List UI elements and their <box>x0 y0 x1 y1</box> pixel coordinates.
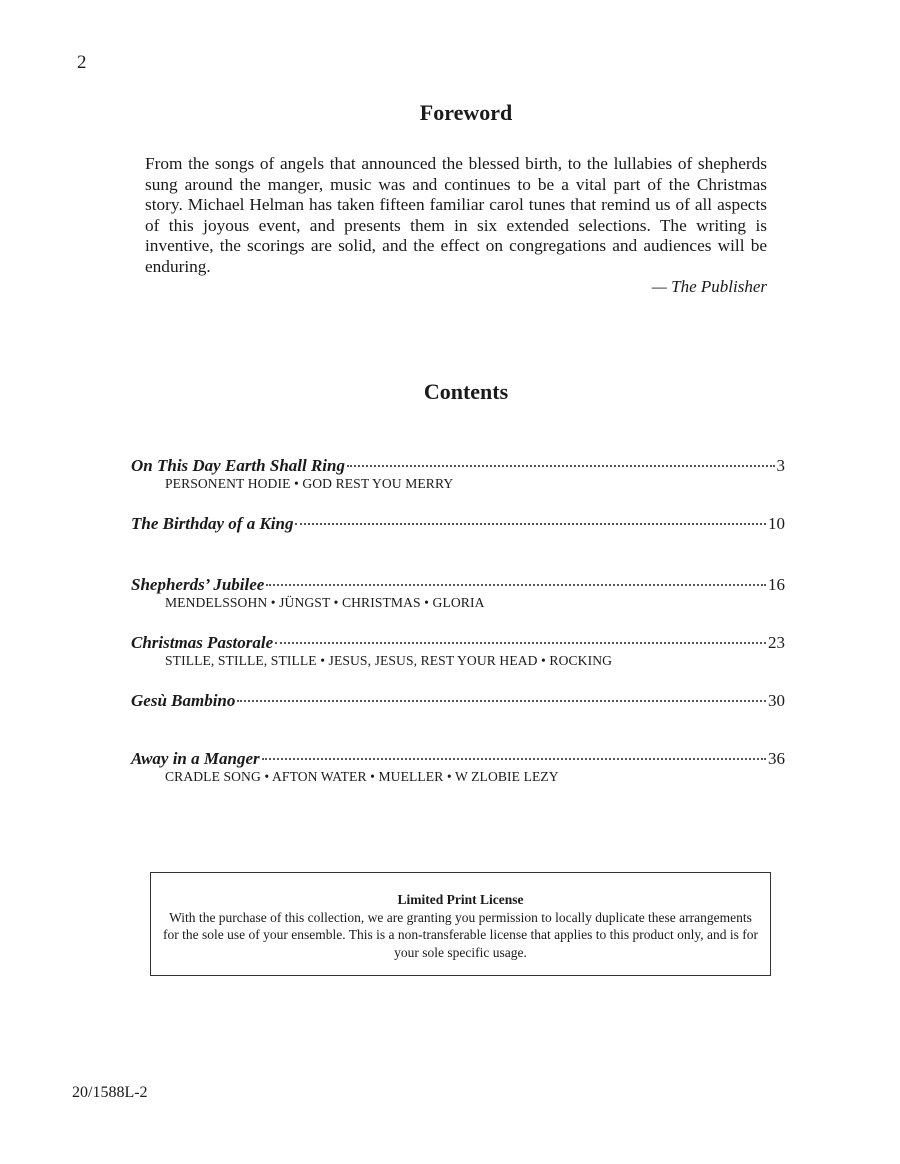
toc-entry-subtitle: CRADLE SONG • AFTON WATER • MUELLER • W ZLOBIE LEZY <box>165 769 559 784</box>
toc-entry-title: The Birthday of a King <box>131 514 294 533</box>
toc-entry-title: Away in a Manger <box>131 749 260 768</box>
toc-entry-subtitle: PERSONENT HODIE • GOD REST YOU MERRY <box>165 476 454 491</box>
toc-entry-page: 16 <box>768 575 785 594</box>
toc-entry-title: Gesù Bambino <box>131 691 236 710</box>
page-number: 2 <box>77 52 87 73</box>
toc-leader <box>237 700 766 702</box>
toc-leader <box>347 465 775 467</box>
license-text: With the purchase of this collection, we are granting you permission to locally duplicate these arrangements for the sole use of your ensemble. This is a non-transferable license that applies to this product only, and is for your sole specific usage. <box>163 909 758 960</box>
toc-entry-subtitle: STILLE, STILLE, STILLE • JESUS, JESUS, REST YOUR HEAD • ROCKING <box>165 653 613 668</box>
foreword-attribution: — The Publisher <box>651 277 767 296</box>
toc-entry-page: 36 <box>768 749 785 768</box>
toc-entry <box>131 749 785 785</box>
toc-entry-page: 3 <box>776 456 785 475</box>
toc-entry <box>131 575 785 611</box>
toc-entry-page: 30 <box>768 691 785 710</box>
toc-entry-title: Christmas Pastorale <box>131 633 274 652</box>
toc-leader <box>275 642 766 644</box>
toc-entry-subtitle: MENDELSSOHN • JÜNGST • CHRISTMAS • GLORIA <box>165 595 485 610</box>
toc-entry-title: Shepherds’ Jubilee <box>131 575 265 594</box>
license-box <box>150 872 771 976</box>
toc-entry <box>131 456 785 492</box>
contents-title: Contents <box>423 379 509 404</box>
toc-leader <box>295 523 766 525</box>
toc-leader <box>262 758 766 760</box>
toc-entry <box>131 633 785 669</box>
toc-entry <box>131 691 785 713</box>
toc-entry-page: 23 <box>768 633 785 652</box>
toc-entry-title: On This Day Earth Shall Ring <box>131 456 345 475</box>
catalog-number: 20/1588L-2 <box>72 1084 148 1101</box>
foreword-title: Foreword <box>419 100 513 125</box>
toc-entry-page: 10 <box>768 514 785 533</box>
foreword-body: From the songs of angels that announced the blessed birth, to the lullabies of shepherds sung around the manger, music was and continues to be a vital part of the Christmas story. Michael Helman has taken fifteen familiar carol tunes that remind us of all aspects of this joyous event, and presents them in six extended selections. The writing is inventive, the scorings are solid, and the effect on congregations and audiences will be enduring. <box>145 154 767 276</box>
toc-leader <box>266 584 766 586</box>
toc-entry <box>131 514 785 536</box>
license-title: Limited Print License <box>397 892 524 907</box>
